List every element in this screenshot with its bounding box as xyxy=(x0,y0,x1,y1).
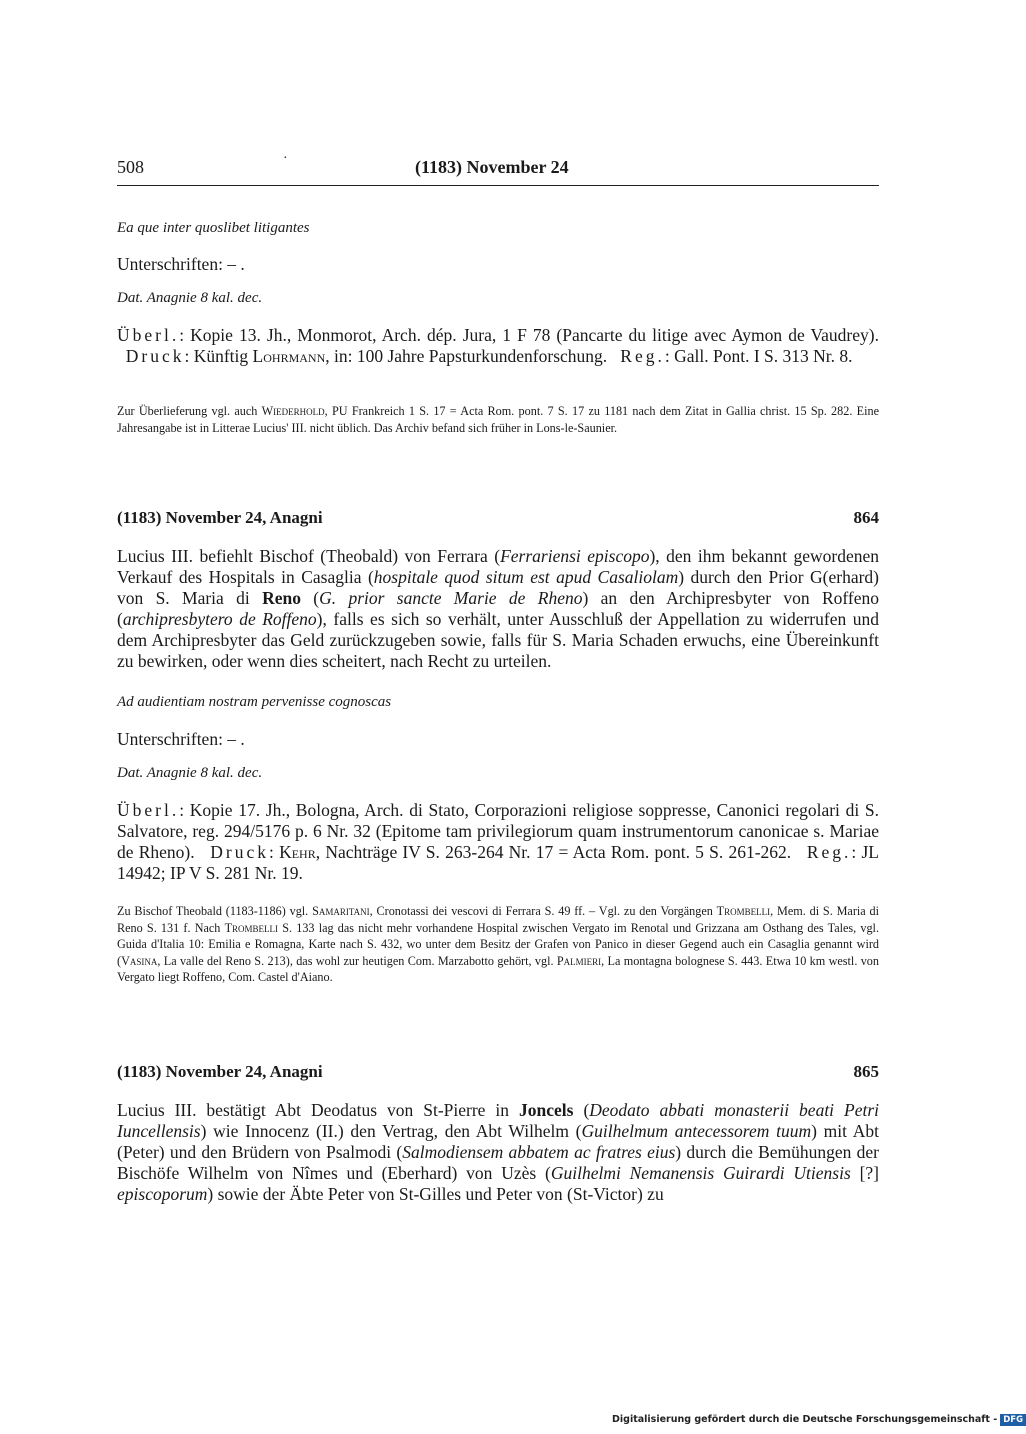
note-text: , La montagna bolognese S. 443. Etwa 10 km westl. von Vergato liegt Roffeno, Com. Castel d'Aiano. xyxy=(117,953,879,984)
place-name: Joncels xyxy=(519,1100,574,1120)
note-author: Trombelli xyxy=(224,920,279,935)
note-author: Palmieri xyxy=(556,953,602,968)
reg-label: Reg. xyxy=(620,346,665,366)
regest-text: ) mit Abt (Peter) und den Brüdern von Psalmodi ( xyxy=(117,1121,879,1162)
reg-label: Reg. xyxy=(806,842,852,862)
note-author: Samaritani xyxy=(312,904,370,918)
regest-text: ) wie Innocenz (II.) den Vertrag, den Abt Wilhelm ( xyxy=(200,1121,582,1141)
regest-text: Lucius III. befiehlt Bischof (Theobald) von Ferrara ( xyxy=(117,546,501,566)
regest-text: ) sowie der Äbte Peter von St-Gilles und Peter von (St-Victor) zu xyxy=(207,1184,664,1204)
note-author: Vasina xyxy=(121,953,158,968)
latin-quote: Guilhelmum antecessorem tuum xyxy=(581,1121,812,1141)
page-number: 508 xyxy=(117,157,144,177)
latin-quote: Salmodiensem abbatem ac fratres eius xyxy=(402,1142,676,1162)
note-864 xyxy=(117,903,879,986)
druck-text: : Künftig xyxy=(184,346,253,366)
page-header xyxy=(117,151,879,186)
note-text: S. 133 lag das nicht mehr vorhandene Hospital zwischen Vergato im Renotal und Grizzana am Osthang des Tales, vgl. Guida d'Italia 10: Emilia e Romagna, Karte nach S. 432, wo unter dem Besitz der Grafen von Panico in dieser Gegend auch ein Casaglia genannt wird ( xyxy=(117,920,879,968)
signatures-864: Unterschriften: – . xyxy=(117,729,245,749)
regest-text: ), falls es sich so verhält, unter Ausschluß der Appellation zu widerrufen und dem Archipresbyter das Geld zurückzugeben sowie, falls für S. Maria Schaden erwuchs, eine Übereinkunft zu bewirken, oder wenn dies scheitert, nach Recht zu urteilen. xyxy=(117,609,879,671)
scan-dot: · xyxy=(283,151,288,166)
note-author: Trombelli xyxy=(716,904,771,918)
druck-author: Lohrmann xyxy=(252,346,326,366)
note-text: Zur Überlieferung vgl. auch xyxy=(117,404,262,418)
entry-date-place: (1183) November 24, Anagni xyxy=(117,508,323,527)
uberl-label: Überl. xyxy=(117,325,180,345)
tradition-863 xyxy=(117,325,879,367)
latin-quote: archipresbytero de Roffeno xyxy=(122,609,317,629)
entry-heading-865 xyxy=(117,1062,879,1086)
regest-text: ( xyxy=(300,588,320,608)
regest-text: ) an den Archipresbyter von Roffeno ( xyxy=(117,588,879,629)
incipit-863: Ea que inter quoslibet litigantes xyxy=(117,220,310,236)
reg-text: : JL 14942; IP V S. 281 Nr. 19. xyxy=(117,842,879,883)
dfg-logo: DFG xyxy=(1000,1414,1026,1426)
uberl-text: : Kopie 13. Jh., Monmorot, Arch. dép. Jura, 1 F 78 (Pancarte du litige avec Aymon de Vaudrey). xyxy=(179,325,879,345)
funding-footer xyxy=(612,1414,1026,1426)
tradition-864 xyxy=(117,800,879,884)
druck-author: Kehr xyxy=(279,842,316,862)
note-text: , PU Frankreich 1 S. 17 = Acta Rom. pont. 7 S. 17 zu 1181 nach dem Zitat in Gallia christ. 15 Sp. 282. Eine Jahresangabe ist in Litterae Lucius' III. nicht üblich. Das Archiv befand sich früher in Lons-le-Saunier. xyxy=(117,404,879,435)
druck-label: Druck xyxy=(210,842,270,862)
entry-heading-864 xyxy=(117,508,879,532)
latin-quote: episcoporum xyxy=(117,1184,208,1204)
druck-text: : xyxy=(269,842,280,862)
uberl-text: : Kopie 17. Jh., Bologna, Arch. di Stato, Corporazioni religiose soppresse, Canonici regolari di S. Salvatore, reg. 294/5176 p. 6 Nr. 32 (Epitome tam privilegiorum quam instrumentorum canonicae s. Mariae de Rheno). xyxy=(117,800,879,862)
latin-quote: hospitale quod situm est apud Casaliolam xyxy=(373,567,679,587)
reg-text: : Gall. Pont. I S. 313 Nr. 8. xyxy=(664,346,853,366)
entry-number: 864 xyxy=(853,508,879,527)
entry-date-place: (1183) November 24, Anagni xyxy=(117,1062,323,1081)
latin-quote: Ferrariensi episcopo xyxy=(500,546,650,566)
regest-text: [?] xyxy=(850,1163,879,1183)
note-text: , Cronotassi dei vescovi di Ferrara S. 49 ff. – Vgl. zu den Vorgängen xyxy=(369,904,717,918)
druck-label: Druck xyxy=(125,346,185,366)
note-text: Zu Bischof Theobald (1183-1186) vgl. xyxy=(117,904,313,918)
regest-864 xyxy=(117,546,879,672)
note-863 xyxy=(117,403,879,436)
druck-text: , in: 100 Jahre Papsturkundenforschung. xyxy=(325,346,608,366)
druck-text: , Nachträge IV S. 263-264 Nr. 17 = Acta Rom. pont. 5 S. 261-262. xyxy=(315,842,792,862)
latin-quote: Deodato abbati monasterii beati Petri Iuncellensis xyxy=(117,1100,880,1141)
note-text: , Mem. di S. Maria di Reno S. 131 f. Nach xyxy=(117,904,879,935)
regest-text: ) durch die Bemühungen der Bischöfe Wilhelm von Nîmes und (Eberhard) von Uzès ( xyxy=(117,1142,880,1183)
regest-text: ), den ihm bekannt gewordenen Verkauf des Hospitals in Casaglia ( xyxy=(117,546,879,587)
funding-text: Digitalisierung gefördert durch die Deutsche Forschungsgemeinschaft - xyxy=(612,1414,998,1425)
latin-quote: Guilhelmi Nemanensis Guirardi Utiensis xyxy=(550,1163,851,1183)
entry-number: 865 xyxy=(853,1062,879,1081)
regest-text: ) durch den Prior G(erhard) von S. Maria di xyxy=(117,567,879,608)
dating-864: Dat. Anagnie 8 kal. dec. xyxy=(117,765,263,781)
signatures-863: Unterschriften: – . xyxy=(117,254,245,274)
note-author: Wiederhold xyxy=(261,404,325,418)
regest-text: ( xyxy=(573,1100,590,1120)
place-name: Reno xyxy=(262,588,301,608)
latin-quote: G. prior sancte Marie de Rheno xyxy=(319,588,583,608)
regest-865 xyxy=(117,1100,879,1205)
note-text: , La valle del Reno S. 213), das wohl zur heutigen Com. Marzabotto gehört, vgl. xyxy=(157,953,557,968)
uberl-label: Überl. xyxy=(117,800,180,820)
dating-863: Dat. Anagnie 8 kal. dec. xyxy=(117,290,263,306)
incipit-864: Ad audientiam nostram pervenisse cognoscas xyxy=(117,694,392,710)
regest-text: Lucius III. bestätigt Abt Deodatus von St-Pierre in xyxy=(117,1100,520,1120)
running-head: (1183) November 24 xyxy=(415,157,569,177)
